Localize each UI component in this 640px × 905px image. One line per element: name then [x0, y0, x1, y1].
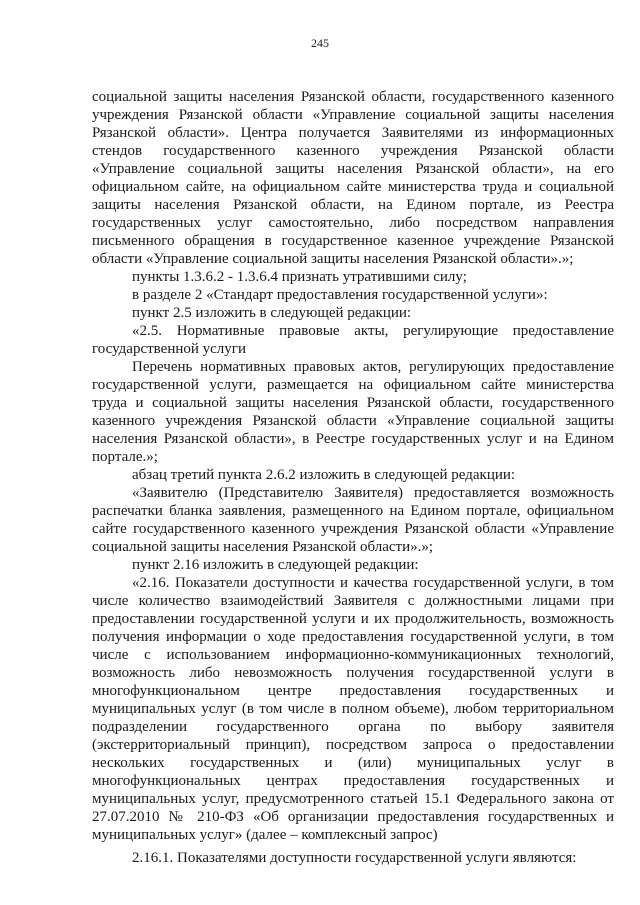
- text-line: числе количество взаимодействий Заявителя с должностными лицами при: [92, 593, 614, 609]
- text-line: портале.»;: [92, 449, 158, 465]
- text-line: государственной услуги: [92, 341, 246, 357]
- text-line: «2.16. Показатели доступности и качества государственной услуги, в том: [132, 575, 614, 591]
- text-line: казенного учреждения Рязанской области «Управление социальной защиты: [92, 413, 614, 429]
- text-line: 2.16.1. Показателями доступности государственной услуги являются:: [132, 850, 577, 866]
- text-line: получения информации о ходе предоставления государственной услуги, в том: [92, 629, 614, 645]
- text-line: (экстерриториальный принцип), посредством запроса о предоставлении: [92, 737, 614, 753]
- text-line: населения Рязанской области», в Реестре государственных услуг и на Едином: [92, 431, 614, 447]
- text-line: социальной защиты населения Рязанской области».»;: [92, 539, 434, 555]
- text-line: предоставлении государственной услуги и их продолжительность, возможность: [92, 611, 614, 627]
- text-line: муниципальных услуг (в том числе в полном объеме), любом территориальном: [92, 701, 614, 717]
- text-line: подразделении государственного органа по выбору заявителя: [92, 719, 614, 735]
- text-line: области «Управление социальной защиты населения Рязанской области».»;: [92, 251, 574, 267]
- text-line: муниципальных услуг, предусмотренного статьей 15.1 Федерального закона от: [92, 791, 614, 807]
- text-line: возможность либо невозможность получения государственной услуги в: [92, 665, 614, 681]
- text-line: муниципальных услуг» (далее – комплексный запрос): [92, 827, 438, 843]
- text-line: 27.07.2010 № 210-ФЗ «Об организации предоставления государственных и: [92, 809, 614, 825]
- text-line: Перечень нормативных правовых актов, регулирующих предоставление: [132, 359, 614, 375]
- page-number: 245: [311, 36, 329, 50]
- text-line: пункт 2.16 изложить в следующей редакции:: [132, 557, 419, 573]
- text-line: пункты 1.3.6.2 - 1.3.6.4 признать утратившими силу;: [132, 269, 467, 285]
- text-line: в разделе 2 «Стандарт предоставления государственной услуги»:: [132, 287, 548, 303]
- text-line: стендов государственного казенного учреждения Рязанской области: [92, 143, 614, 159]
- text-line: «Заявителю (Представителю Заявителя) предоставляется возможность: [132, 485, 614, 501]
- text-line: многофункциональных центрах предоставления государственных и: [92, 773, 614, 789]
- text-line: пункт 2.5 изложить в следующей редакции:: [132, 305, 412, 321]
- text-line: письменного обращения в государственное казенное учреждение Рязанской: [92, 233, 614, 249]
- text-line: официальном сайте, на официальном сайте министерства труда и социальной: [92, 179, 614, 195]
- text-line: Рязанской области». Центра получается Заявителями из информационных: [92, 125, 614, 141]
- text-line: числе с использованием информационно-коммуникационных технологий,: [92, 647, 614, 663]
- text-line: защиты населения Рязанской области, на Едином портале, из Реестра: [92, 197, 614, 213]
- text-line: распечатки бланка заявления, размещенного на Едином портале, официальном: [92, 503, 614, 519]
- text-line: государственных услуг самостоятельно, либо посредством направления: [92, 215, 614, 231]
- text-line: «Управление социальной защиты населения Рязанской области», на его: [92, 161, 614, 177]
- text-line: труда и социальной защиты населения Рязанской области, государственного: [92, 395, 614, 411]
- text-line: сайте государственного казенного учреждения Рязанской области «Управление: [92, 521, 614, 537]
- text-line: нескольких государственных и (или) муниципальных услуг в: [92, 755, 614, 771]
- text-line: учреждения Рязанской области «Управление социальной защиты населения: [92, 107, 614, 123]
- text-line: «2.5. Нормативные правовые акты, регулирующие предоставление: [132, 323, 614, 339]
- text-line: социальной защиты населения Рязанской области, государственного казенного: [92, 89, 614, 105]
- text-line: абзац третий пункта 2.6.2 изложить в следующей редакции:: [132, 467, 516, 483]
- text-line: многофункциональном центре предоставления государственных и: [92, 683, 614, 699]
- text-line: государственной услуги, размещается на официальном сайте министерства: [92, 377, 614, 393]
